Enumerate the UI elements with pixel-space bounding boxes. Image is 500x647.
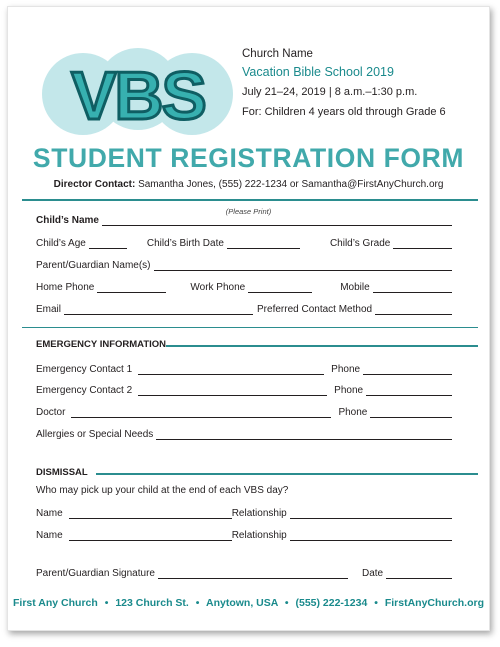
registration-form-page <box>7 6 490 631</box>
pickup-relationship-1-label: Relationship <box>231 508 287 519</box>
email-field[interactable] <box>64 305 253 315</box>
pickup-name-1-label: Name <box>36 508 63 519</box>
mobile-field[interactable] <box>373 283 452 293</box>
pickup-row-1 <box>36 508 452 519</box>
event-audience: For: Children 4 years old through Grade 6 <box>242 106 446 118</box>
pickup-relationship-2-field[interactable] <box>290 531 452 541</box>
child-grade-field[interactable] <box>393 239 452 249</box>
emergency-heading-rule <box>166 345 478 347</box>
allergies-row <box>36 429 452 440</box>
date-label: Date <box>361 568 384 579</box>
form-title: STUDENT REGISTRATION FORM <box>32 143 465 173</box>
footer-phone: (555) 222-1234 <box>295 597 368 609</box>
pickup-name-1-field[interactable] <box>69 509 232 519</box>
footer-bullet: • <box>374 597 378 609</box>
child-grade-label: Child’s Grade <box>329 238 391 249</box>
footer-church: First Any Church <box>13 597 98 609</box>
print-note: (Please Print) <box>225 207 272 216</box>
child-age-label: Child’s Age <box>36 238 86 249</box>
guardian-field[interactable] <box>154 261 453 271</box>
email-label: Email <box>36 304 62 315</box>
pickup-name-2-field[interactable] <box>69 531 232 541</box>
child-details-row <box>36 238 452 249</box>
emergency-phone-1-label: Phone <box>331 364 361 375</box>
emergency-contact-1-row <box>36 364 452 375</box>
dismissal-question <box>36 485 452 496</box>
svg-text:VBS: VBS <box>71 58 205 134</box>
event-dates: July 21–24, 2019 | 8 a.m.–1:30 p.m. <box>242 86 418 98</box>
footer <box>8 597 489 609</box>
doctor-label: Doctor <box>36 407 66 418</box>
child-age-field[interactable] <box>89 239 127 249</box>
divider <box>22 327 478 328</box>
director-contact <box>8 179 489 190</box>
footer-bullet: • <box>195 597 200 609</box>
footer-web: FirstAnyChurch.org <box>384 597 484 609</box>
divider <box>22 199 478 201</box>
emergency-phone-2-field[interactable] <box>366 386 452 396</box>
work-phone-label: Work Phone <box>190 282 246 293</box>
emergency-contact-2-field[interactable] <box>138 386 327 396</box>
home-phone-field[interactable] <box>97 283 166 293</box>
work-phone-field[interactable] <box>248 283 312 293</box>
child-name-label: Child’s Name <box>36 215 99 226</box>
emergency-contact-2-row <box>36 385 452 396</box>
allergies-field[interactable] <box>156 430 452 440</box>
event-info <box>242 45 446 121</box>
footer-city: Anytown, USA <box>206 597 278 609</box>
email-row <box>36 304 452 315</box>
emergency-heading: EMERGENCY INFORMATION <box>36 339 167 350</box>
dismissal-question-text: Who may pick up your child at the end of each VBS day? <box>36 485 289 496</box>
phones-row <box>36 282 452 293</box>
preferred-contact-field[interactable] <box>375 305 452 315</box>
emergency-contact-1-field[interactable] <box>138 365 324 375</box>
doctor-field[interactable] <box>71 408 331 418</box>
footer-address: 123 Church St. <box>115 597 189 609</box>
preferred-contact-label: Preferred Contact Method <box>257 304 373 315</box>
signature-row <box>36 568 452 579</box>
doctor-phone-field[interactable] <box>370 408 452 418</box>
child-birth-date-field[interactable] <box>227 239 300 249</box>
allergies-label: Allergies or Special Needs <box>36 429 154 440</box>
signature-field[interactable] <box>158 569 348 579</box>
doctor-row <box>36 407 452 418</box>
pickup-relationship-2-label: Relationship <box>231 530 287 541</box>
church-name: Church Name <box>242 48 313 60</box>
guardian-row <box>36 260 452 271</box>
emergency-phone-2-label: Phone <box>334 385 364 396</box>
pickup-relationship-1-field[interactable] <box>290 509 452 519</box>
signature-label: Parent/Guardian Signature <box>36 568 155 579</box>
footer-bullet: • <box>284 597 289 609</box>
dismissal-heading: DISMISSAL <box>36 467 88 478</box>
vbs-logo <box>38 39 238 139</box>
director-value: Samantha Jones, (555) 222-1234 or Samantha@FirstAnyChurch.org <box>138 179 444 190</box>
home-phone-label: Home Phone <box>36 282 95 293</box>
doctor-phone-label: Phone <box>338 407 368 418</box>
mobile-label: Mobile <box>340 282 370 293</box>
emergency-contact-2-label: Emergency Contact 2 <box>36 385 133 396</box>
event-title: Vacation Bible School 2019 <box>242 65 394 79</box>
pickup-row-2 <box>36 530 452 541</box>
emergency-phone-1-field[interactable] <box>363 365 452 375</box>
child-name-row <box>36 215 452 226</box>
footer-bullet: • <box>104 597 109 609</box>
child-birth-date-label: Child’s Birth Date <box>146 238 224 249</box>
pickup-name-2-label: Name <box>36 530 63 541</box>
emergency-contact-1-label: Emergency Contact 1 <box>36 364 133 375</box>
dismissal-heading-rule <box>96 473 478 475</box>
guardian-label: Parent/Guardian Name(s) <box>36 260 151 271</box>
child-name-field[interactable] <box>102 216 452 226</box>
date-field[interactable] <box>386 569 452 579</box>
director-label: Director Contact: <box>53 179 136 190</box>
